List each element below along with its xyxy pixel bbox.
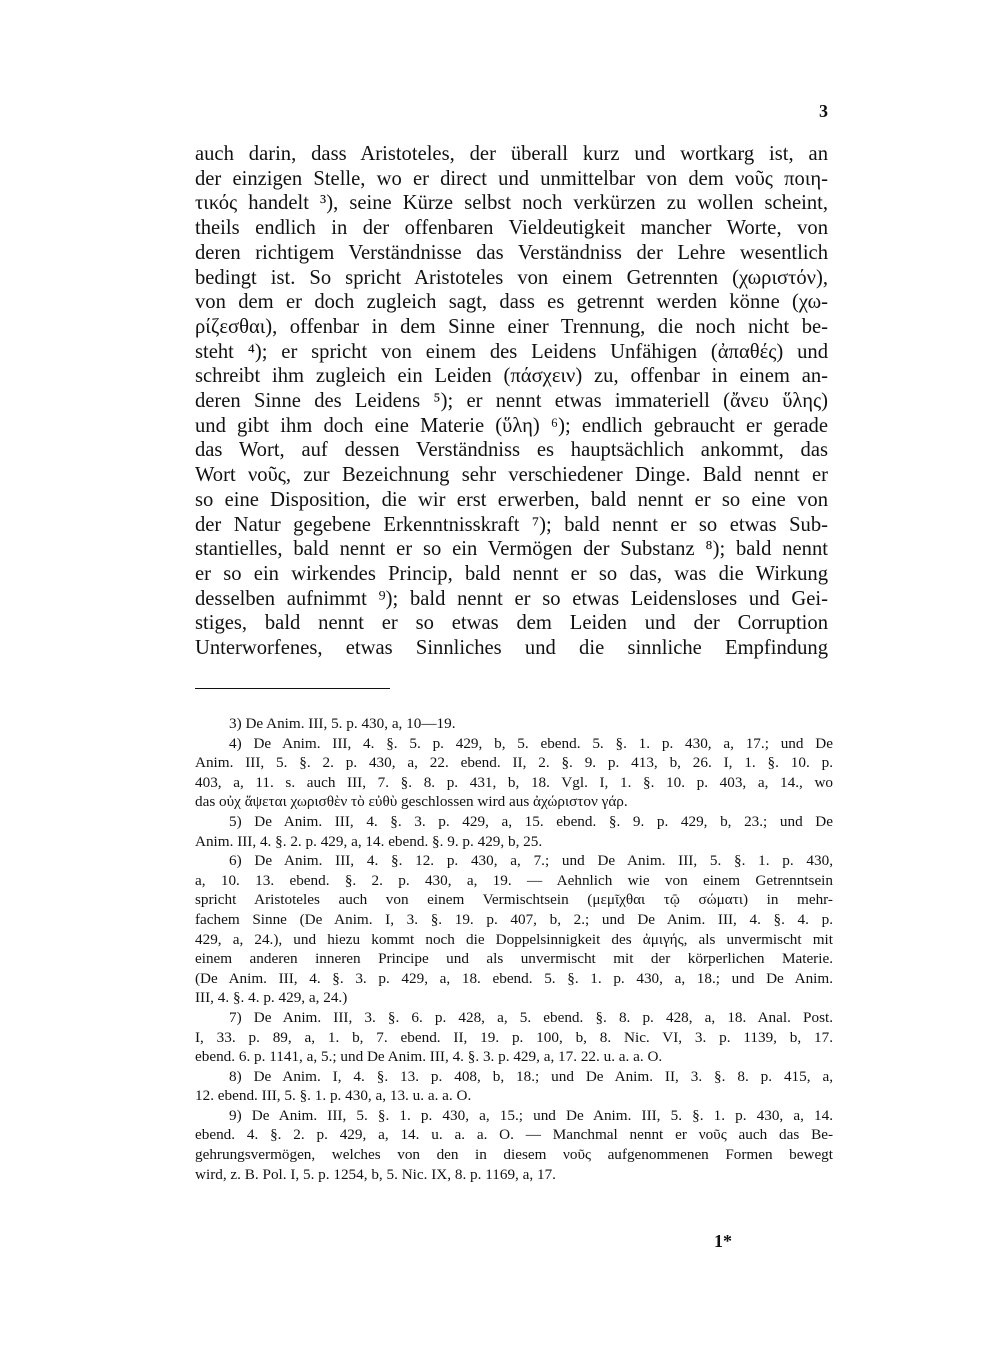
footnote-line: 4) De Anim. III, 4. §. 5. p. 429, b, 5. ebend. 5. §. 1. p. 430, a, 17.; und De xyxy=(229,734,833,752)
body-line: auch darin, dass Aristoteles, der überall kurz und wortkarg ist, an xyxy=(195,143,828,165)
footnote-line: 9) De Anim. III, 5. §. 1. p. 430, a, 15.; und De Anim. III, 5. §. 1. p. 430, a, 14. xyxy=(229,1106,833,1124)
footnote-line: a, 10. 13. ebend. §. 2. p. 430, a, 19. — Aehnlich wie von einem Getrenntsein xyxy=(195,871,833,889)
footnote-line: wird, z. B. Pol. I, 5. p. 1254, b, 5. Nic. IX, 8. p. 1169, a, 17. xyxy=(195,1165,556,1183)
body-line: und gibt ihm doch eine Materie (ὕλη) ⁶); endlich gebraucht er gerade xyxy=(195,414,828,437)
body-line: Unterworfenes, etwas Sinnliches und die sinnliche Empfindung xyxy=(195,637,828,660)
footnote-line: III, 4. §. 4. p. 429, a, 24.) xyxy=(195,989,348,1007)
footnote-line: 403, a, 11. s. auch III, 7. §. 8. p. 431, b, 18. Vgl. I, 1. §. 10. p. 403, a, 14., wo xyxy=(195,773,833,791)
footnote-4 xyxy=(195,734,833,812)
footnote-line: 3) De Anim. III, 5. p. 430, a, 10—19. xyxy=(229,715,456,732)
footnotes xyxy=(195,714,833,1184)
body-line: steht ⁴); er spricht von einem des Leidens Unfähigen (ἀπαθές) und xyxy=(195,340,828,363)
body-line: der Natur gegebene Erkenntnisskraft ⁷); bald nennt er so etwas Sub- xyxy=(195,513,828,536)
page-number: 3 xyxy=(819,101,828,121)
body-line: ρίζεσθαι), offenbar in dem Sinne einer Trennung, die noch nicht be- xyxy=(195,315,828,338)
footnote-line: Anim. III, 4. §. 2. p. 429, a, 14. ebend. §. 9. p. 429, b, 25. xyxy=(195,832,543,850)
body-line: schreibt ihm zugleich ein Leiden (πάσχειν) zu, offenbar in einem an- xyxy=(195,365,828,388)
body-line: so eine Disposition, die wir erst erwerben, bald nennt er so eine von xyxy=(195,488,828,511)
footnote-3 xyxy=(195,714,833,734)
body-line: deren Sinne des Leidens ⁵); er nennt etwas immateriell (ἄνευ ὕλης) xyxy=(195,390,828,413)
body-line: stantielles, bald nennt er so ein Vermögen der Substanz ⁸); bald nennt xyxy=(195,538,828,561)
body-line: von dem er doch zugleich sagt, dass es getrennt werden könne (χω- xyxy=(195,291,828,314)
body-line: der einzigen Stelle, wo er direct und unmittelbar von dem νοῦς ποιη- xyxy=(195,167,828,190)
body-line: Wort νοῦς, zur Bezeichnung sehr verschiedener Dinge. Bald nennt er xyxy=(195,464,828,487)
footnote-line: 7) De Anim. III, 3. §. 6. p. 428, a, 5. ebend. §. 8. p. 428, a, 18. Anal. Post. xyxy=(229,1008,833,1026)
footnote-line: spricht Aristoteles auch von einem Vermischtsein (μεμῖχθαι τῷ σώματι) in mehr- xyxy=(195,891,833,909)
body-text xyxy=(195,142,828,661)
body-line: das Wort, auf dessen Verständniss es hauptsächlich ankommt, das xyxy=(195,439,828,462)
body-line: er so ein wirkendes Princip, bald nennt er so das, was die Wirkung xyxy=(195,562,828,585)
footnote-line: 12. ebend. III, 5. §. 1. p. 430, a, 13. u. a. a. O. xyxy=(195,1087,472,1105)
footnote-line: 429, a, 24.), und hiezu kommt noch die Doppelsinnigkeit des ἀμιγής, als unvermischt mit xyxy=(195,930,833,948)
signature-mark: 1* xyxy=(714,1231,732,1251)
footnote-5 xyxy=(195,812,833,851)
footnote-line: 6) De Anim. III, 4. §. 12. p. 430, a, 7.; und De Anim. III, 5. §. 1. p. 430, xyxy=(229,852,833,870)
footnote-line: einem anderen inneren Principe und als unvermischt mit der körperlichen Materie. xyxy=(195,950,833,968)
footnote-8 xyxy=(195,1067,833,1106)
footnote-line: (De Anim. III, 4. §. 3. p. 429, a, 18. ebend. 5. §. 1. p. 430, a, 18.; und De Anim. xyxy=(195,969,833,987)
footnote-line: 8) De Anim. I, 4. §. 13. p. 408, b, 18.; und De Anim. II, 3. §. 8. p. 415, a, xyxy=(229,1067,833,1085)
footnote-line: Anim. III, 5. §. 2. p. 430, a, 22. ebend. II, 2. §. 9. p. 413, b, 26. I, 1. §. 10. p. xyxy=(195,754,833,772)
footnote-line: fachem Sinne (De Anim. I, 3. §. 19. p. 407, b, 2.; und De Anim. III, 4. §. 4. p. xyxy=(195,910,833,928)
footnote-7 xyxy=(195,1008,833,1067)
body-line: desselben aufnimmt ⁹); bald nennt er so etwas Leidensloses und Gei- xyxy=(195,587,828,610)
footnote-6 xyxy=(195,851,833,1008)
footnote-line: ebend. 6. p. 1141, a, 5.; und De Anim. III, 4. §. 3. p. 429, a, 17. 22. u. a. a. O. xyxy=(195,1048,663,1066)
footnote-line: ebend. 4. §. 2. p. 429, a, 14. u. a. a. O. — Manchmal nennt er νοῦς auch das Be- xyxy=(195,1126,833,1144)
body-line: bedingt ist. So spricht Aristoteles von einem Getrennten (χωριστόν), xyxy=(195,266,828,289)
body-line: theils endlich in der offenbaren Vieldeutigkeit mancher Worte, von xyxy=(195,217,828,240)
footnote-9 xyxy=(195,1106,833,1184)
footnote-line: gehrungsvermögen, welches von den in diesem νοῦς aufgenommenen Formen bewegt xyxy=(195,1146,833,1164)
footnote-line: I, 33. p. 89, a, 1. b, 7. ebend. II, 19. p. 100, b, 8. Nic. VI, 3. p. 1139, b, 17. xyxy=(195,1028,833,1046)
footnote-line: das οὐχ ἅψεται χωρισθὲν τὸ εὐθὺ geschlossen wird aus ἀχώριστον γάρ. xyxy=(195,793,628,811)
body-line: deren richtigem Verständnisse das Verständniss der Lehre wesentlich xyxy=(195,241,828,264)
body-line: stiges, bald nennt er so etwas dem Leiden und der Corruption xyxy=(195,612,828,635)
footnote-divider xyxy=(195,688,390,689)
body-line: τικός handelt ³), seine Kürze selbst noch verkürzen zu wollen scheint, xyxy=(195,192,828,215)
footnote-line: 5) De Anim. III, 4. §. 3. p. 429, a, 15. ebend. §. 9. p. 429, b, 23.; und De xyxy=(229,812,833,830)
